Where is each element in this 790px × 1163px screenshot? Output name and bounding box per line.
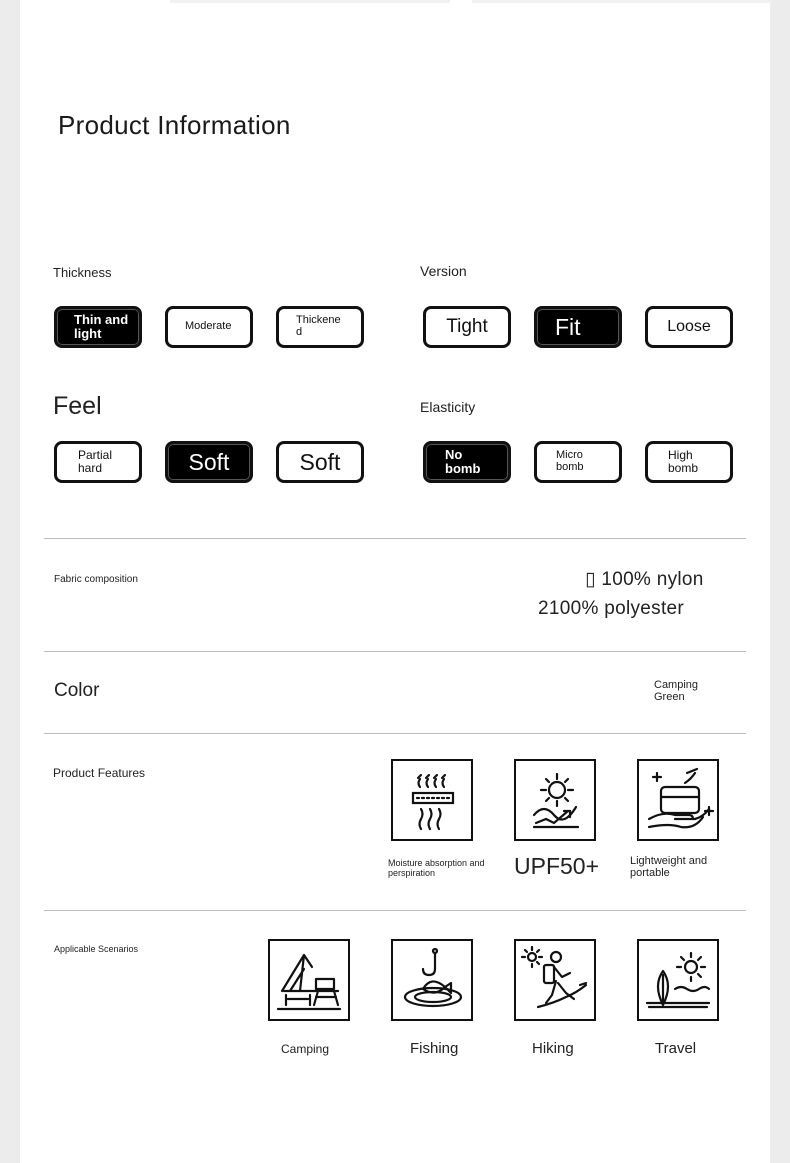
elasticity-option-high-bomb[interactable]: High bomb [645,441,733,483]
fabric-line-polyester: 2100% polyester [538,598,685,619]
section-divider [44,538,746,539]
lightweight-hand-icon [637,759,719,841]
feature-caption-lightweight: Lightweight and portable [630,855,708,880]
applicable-scenarios-label: Applicable Scenarios [54,944,139,954]
scenario-caption-camping: Camping [281,1042,330,1056]
version-label: Version [420,263,467,279]
elasticity-option-micro-bomb[interactable]: Micro bomb [534,441,622,483]
section-divider [44,733,746,734]
top-divider [170,0,450,3]
elasticity-option-no-bomb[interactable]: No bomb [423,441,511,483]
travel-beach-icon [637,939,719,1021]
scenario-caption-travel: Travel [655,1040,697,1057]
elasticity-label: Elasticity [420,399,476,415]
feel-label: Feel [53,392,102,420]
fabric-composition-label: Fabric composition [54,574,138,585]
version-option-tight[interactable]: Tight [423,306,511,348]
scenario-caption-hiking: Hiking [532,1040,574,1057]
thickness-label: Thickness [53,265,112,280]
feature-caption-upf: UPF50+ [514,853,600,879]
product-features-label: Product Features [53,766,146,780]
hiking-person-icon [514,939,596,1021]
feature-caption-moisture: Moisture absorption and perspiration [388,858,485,878]
scenario-caption-fishing: Fishing [410,1040,459,1057]
fabric-line-nylon: ▯ 100% nylon [585,569,704,590]
version-option-loose[interactable]: Loose [645,306,733,348]
section-divider [44,651,746,652]
version-option-fit[interactable]: Fit [534,306,622,348]
sun-upf-icon [514,759,596,841]
feel-option-soft-selected[interactable]: Soft [165,441,253,483]
section-divider [44,910,746,911]
camping-tent-icon [268,939,350,1021]
color-label: Color [54,680,100,701]
fishing-hook-icon [391,939,473,1021]
feel-option-partial-hard[interactable]: Partial hard [54,441,142,483]
top-divider [472,0,772,3]
thickness-option-thickened[interactable]: Thickene d [276,306,364,348]
feel-option-soft[interactable]: Soft [276,441,364,483]
moisture-icon [391,759,473,841]
product-info-card [20,0,770,1163]
thickness-option-moderate[interactable]: Moderate [165,306,253,348]
page-title: Product Information [58,110,291,140]
thickness-option-thin-and-light[interactable]: Thin and light [54,306,142,348]
color-value: Camping Green [654,679,699,704]
